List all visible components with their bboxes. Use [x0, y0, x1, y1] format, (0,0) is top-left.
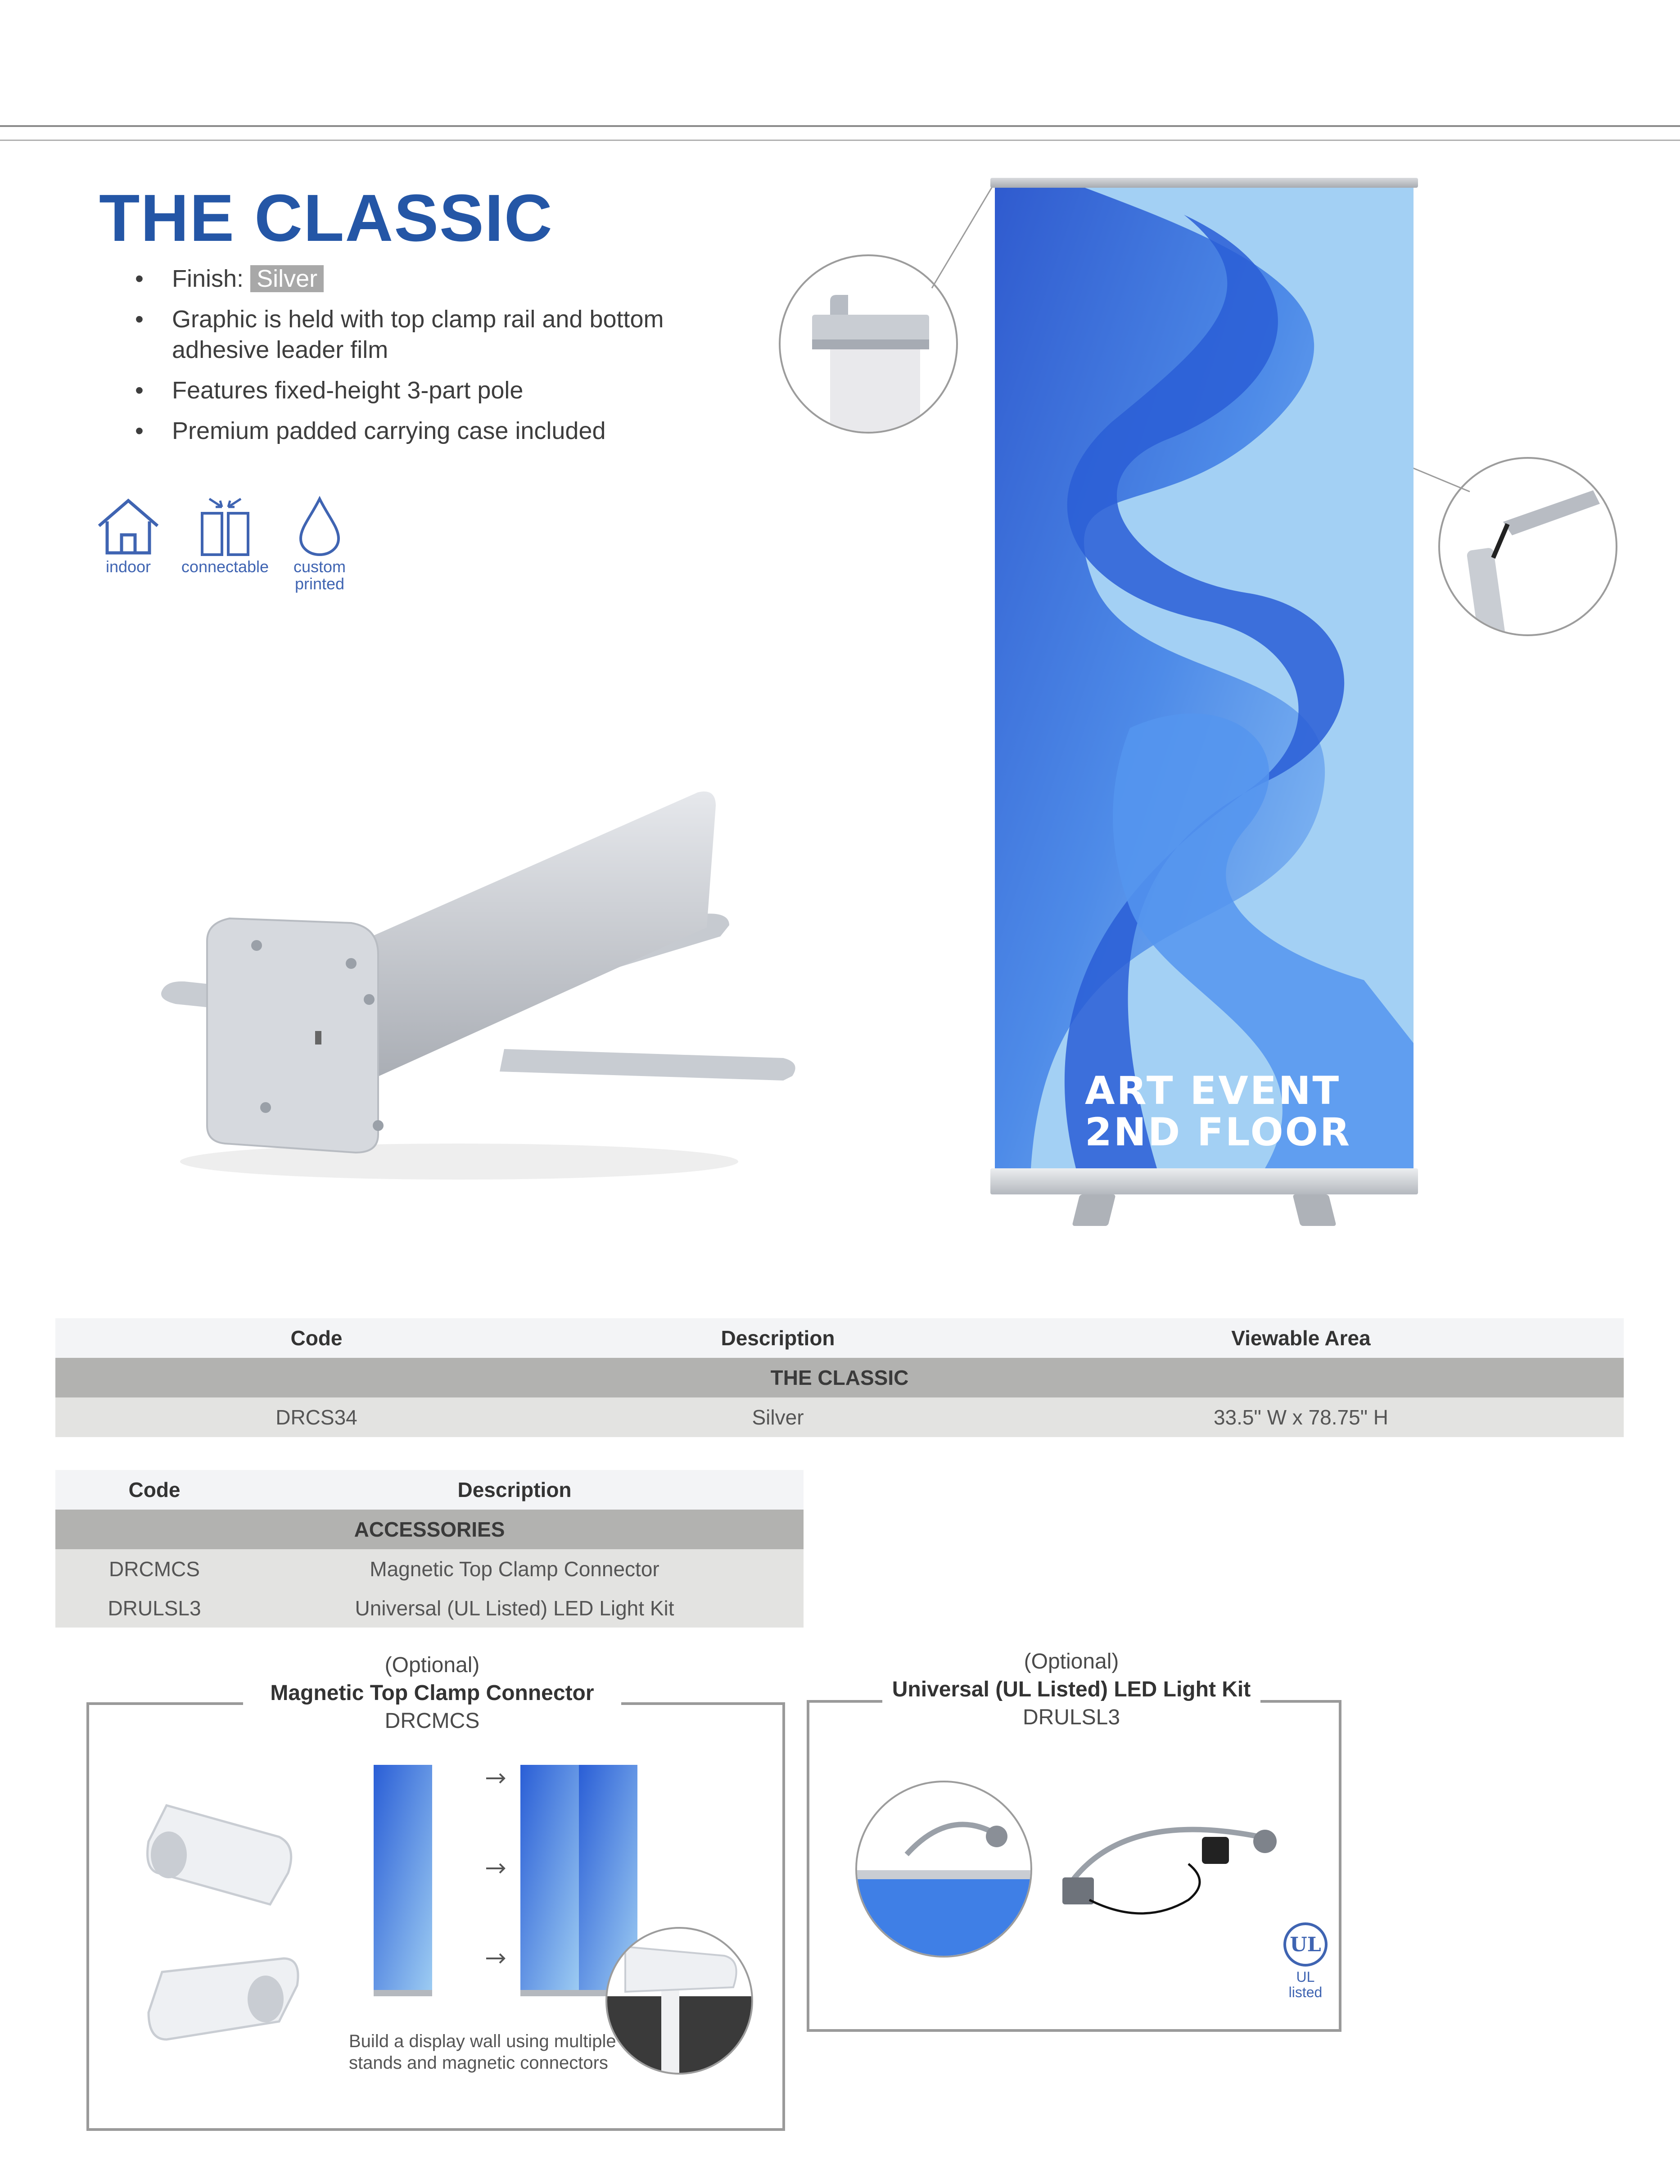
cell-description: Universal (UL Listed) LED Light Kit: [355, 1596, 674, 1620]
page-title: THE CLASSIC: [99, 181, 553, 255]
connector-code: DRCMCS: [384, 1709, 480, 1733]
led-light-kit-image: [1053, 1801, 1305, 1936]
stand-foot-right: [1292, 1194, 1336, 1226]
banner-line-2: 2ND FLOOR: [1085, 1110, 1352, 1155]
cell-code: DRULSL3: [108, 1596, 201, 1620]
feature-icons: [95, 495, 374, 612]
feature-bullet: • Graphic is held with top clamp rail and bottom adhesive leader film: [135, 304, 738, 365]
wave-artwork: [995, 188, 1414, 1168]
icon-label: connectable: [181, 557, 269, 576]
cell-code: DRCS34: [275, 1406, 357, 1429]
cell-code: DRCMCS: [109, 1557, 200, 1581]
ul-listed-badge: [1281, 1922, 1330, 2000]
cell-viewable-area: 33.5" W x 78.75" H: [1213, 1406, 1389, 1429]
feature-bullet: • Features fixed-height 3-part pole: [135, 375, 738, 406]
light-kit-name: Universal (UL Listed) LED Light Kit: [892, 1678, 1251, 1701]
table-header-row: [55, 1318, 1624, 1358]
light-detail-icon: [857, 1782, 1030, 1956]
droplet-icon: [293, 495, 347, 558]
finish-badge: Silver: [250, 265, 324, 292]
feature-bullet: • Premium padded carrying case included: [135, 416, 738, 446]
stand-foot-left: [1072, 1194, 1115, 1226]
magnetic-connector-image: [135, 1787, 315, 2066]
feature-list: [135, 263, 738, 456]
column-header: Code: [128, 1478, 181, 1501]
connector-detail: [605, 1927, 753, 2075]
top-rail: [990, 178, 1418, 188]
clamp-pointer-line: [927, 180, 999, 293]
section-label: THE CLASSIC: [770, 1366, 909, 1389]
table-row: [55, 1397, 1624, 1437]
column-header: Code: [290, 1326, 343, 1350]
banner-text: [1085, 1070, 1400, 1153]
top-rule-secondary: [0, 140, 1680, 141]
table-row: [55, 1549, 804, 1589]
finish-item: [135, 263, 738, 294]
pole-pointer-line: [1409, 464, 1472, 495]
light-kit-code: DRULSL3: [1022, 1705, 1120, 1729]
finish-label: Finish:: [172, 265, 244, 292]
table-header-row: [55, 1470, 804, 1510]
banner-graphic: [995, 188, 1414, 1168]
connector-box-title: [243, 1651, 621, 1735]
banner-stand: [990, 178, 1418, 1249]
custom-printed-feature: [284, 495, 356, 592]
accessories-table: [55, 1470, 804, 1632]
stand-base: [990, 1168, 1418, 1194]
column-header: Description: [457, 1478, 572, 1501]
light-kit-box-title: [882, 1648, 1260, 1732]
table-section-row: [55, 1510, 804, 1549]
connectable-feature: [171, 495, 279, 575]
connector-caption: Build a display wall using multiple stands and magnetic connectors: [349, 2031, 616, 2073]
ul-logo-text: UL: [1290, 1933, 1321, 1956]
column-header: Description: [721, 1326, 835, 1350]
connectable-icon: [196, 495, 254, 558]
section-label: ACCESSORIES: [354, 1518, 505, 1541]
indoor-feature: [95, 495, 162, 575]
house-icon: [95, 495, 162, 558]
optional-label: (Optional): [384, 1653, 480, 1677]
top-rule: [0, 125, 1680, 127]
icon-label: indoor: [105, 557, 151, 576]
ul-logo-icon: [1283, 1922, 1328, 1967]
ul-listed-label: UL listed: [1288, 1969, 1323, 2000]
base-cassette-image: [144, 765, 891, 1198]
light-detail: [855, 1781, 1032, 1958]
optional-label: (Optional): [1024, 1650, 1119, 1673]
cell-description: Magnetic Top Clamp Connector: [370, 1557, 659, 1581]
connector-detail-icon: [607, 1929, 751, 2073]
connector-name: Magnetic Top Clamp Connector: [270, 1681, 594, 1705]
column-header: Viewable Area: [1231, 1326, 1371, 1350]
table-row: [55, 1589, 804, 1628]
table-section-row: [55, 1358, 1624, 1397]
cell-description: Silver: [752, 1406, 804, 1429]
banner-line-1: ART EVENT: [1085, 1068, 1341, 1113]
product-table: [55, 1318, 1624, 1442]
icon-label: custom printed: [293, 557, 346, 593]
